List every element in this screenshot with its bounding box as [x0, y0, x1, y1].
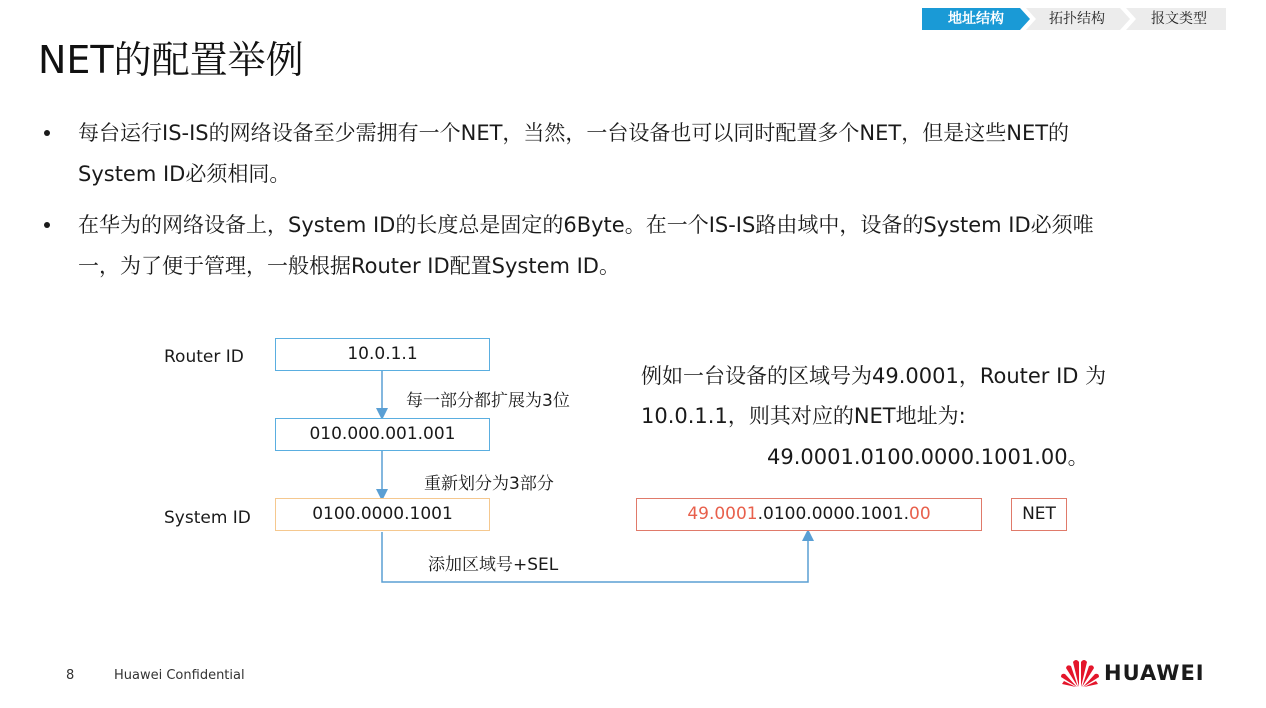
net-dot-2: . — [903, 504, 910, 524]
net-address-box — [636, 498, 982, 531]
net-system-id-part: 0100.0000.1001 — [763, 504, 904, 524]
bullet-2-line-2: 一，为了便于管理，一般根据Router ID配置System ID。 — [78, 254, 620, 278]
net-dot-1: . — [757, 504, 764, 524]
page-number: 8 — [66, 668, 75, 683]
expanded-id-box: 010.000.001.001 — [275, 418, 490, 451]
bullet-2-line-1: 在华为的网络设备上，System ID的长度总是固定的6Byte。在一个IS-IS路由域中，设备的System ID必须唯 — [78, 213, 1094, 237]
tab-address-structure[interactable]: 地址结构 — [948, 11, 1004, 27]
net-area-part: 49.0001 — [687, 504, 758, 524]
huawei-flower-icon — [1060, 656, 1100, 688]
bullet-1-line-2: System ID必须相同。 — [78, 162, 291, 186]
step-split-label: 重新划分为3部分 — [424, 474, 554, 494]
example-note-line-2: 10.0.1.1，则其对应的NET地址为: — [641, 404, 966, 428]
net-label-box: NET — [1011, 498, 1067, 531]
bullet-1-line-1: 每台运行IS-IS的网络设备至少需拥有一个NET，当然，一台设备也可以同时配置多个NET，但是这些NET的 — [78, 121, 1070, 145]
brand-name: HUAWEI — [1104, 661, 1205, 685]
example-note-line-3: 49.0001.0100.0000.1001.00。 — [767, 445, 1089, 469]
confidential-label: Huawei Confidential — [114, 668, 245, 683]
step-expand-label: 每一部分都扩展为3位 — [406, 391, 570, 411]
router-id-box: 10.0.1.1 — [275, 338, 490, 371]
huawei-logo — [1060, 656, 1205, 692]
system-id-box: 0100.0000.1001 — [275, 498, 490, 531]
router-id-label: Router ID — [164, 347, 244, 367]
step-add-area-label: 添加区域号+SEL — [428, 555, 559, 575]
tab-topology-structure[interactable]: 拓扑结构 — [1049, 11, 1105, 27]
page-title: NET的配置举例 — [38, 38, 304, 82]
example-note-line-1: 例如一台设备的区域号为49.0001，Router ID 为 — [641, 364, 1107, 388]
tab-packet-types[interactable]: 报文类型 — [1151, 11, 1207, 27]
system-id-label: System ID — [164, 508, 251, 528]
net-sel-part: 00 — [909, 504, 931, 524]
